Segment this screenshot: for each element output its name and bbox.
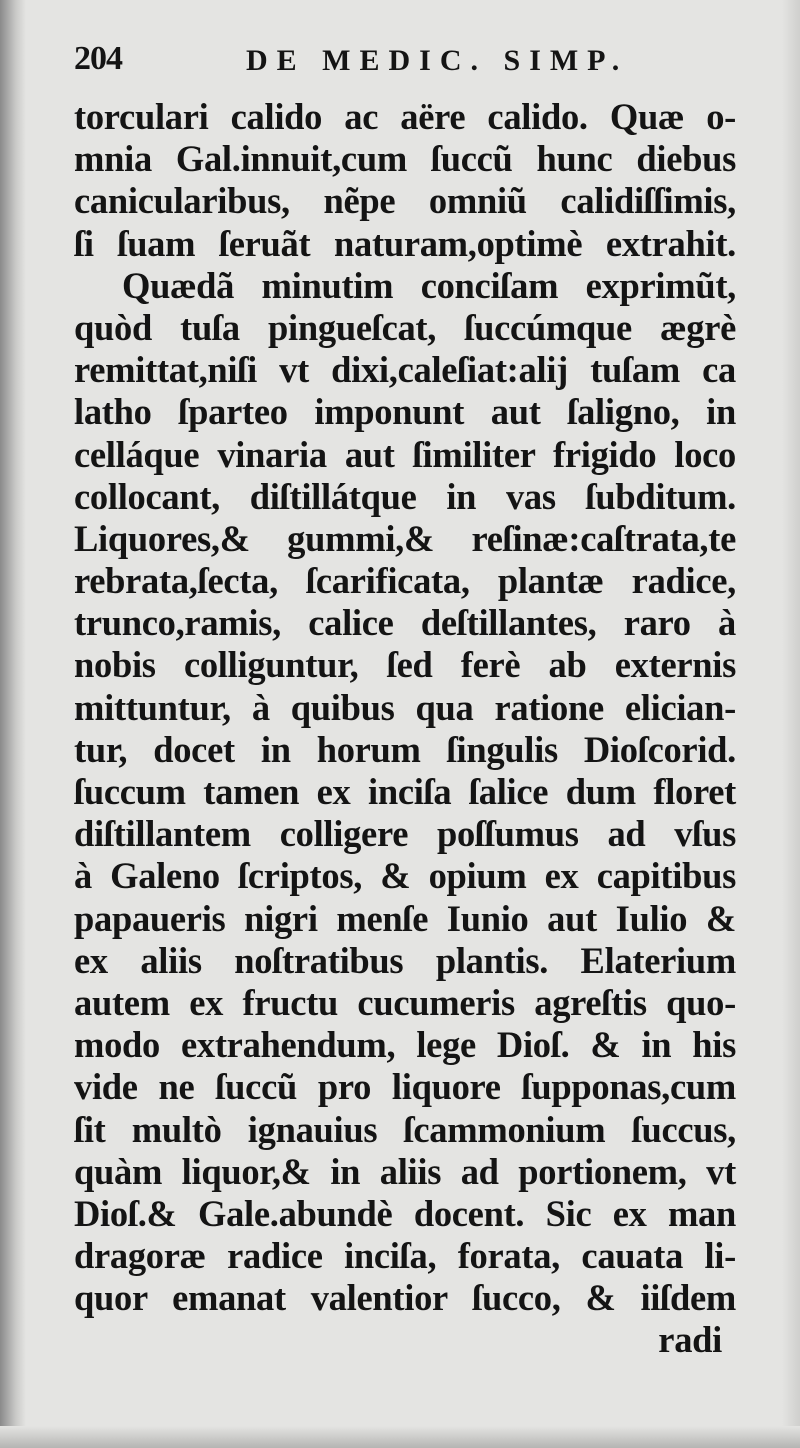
text-line: torculari calido ac aëre calido. Quæ o- (74, 96, 736, 137)
text-line: mnia Gal.innuit,cum ſuccũ hunc diebus (74, 138, 736, 180)
text-line: trunco,ramis, calice deſtillantes, raro à (74, 602, 736, 644)
text-line: vide ne ſuccũ pro liquore ſupponas,cum (74, 1066, 736, 1108)
text-line: collocant, diſtillátque in vas ſubditum. (74, 475, 736, 517)
text-line: mittuntur, à quibus qua ratione elician- (74, 686, 736, 728)
text-line: quor emanat valentior ſucco, & iiſdem (74, 1277, 736, 1319)
text-line: quòd tuſa pingueſcat, ſuccúmque ægrè (74, 306, 736, 348)
text-line: dragoræ radice inciſa, forata, cauata li- (74, 1235, 736, 1277)
text-line: nobis colliguntur, ſed ferè ab externis (74, 644, 736, 686)
text-line: Dioſ.& Gale.abundè docent. Sic ex man (74, 1192, 736, 1234)
text-line: ſi ſuam ſeruãt naturam,optimè extrahit. (74, 222, 736, 264)
page-bottom-edge (0, 1426, 800, 1448)
text-line: rebrata,ſecta, ſcarificata, plantæ radice, (74, 560, 736, 602)
text-line: ex aliis noſtratibus plantis. Elaterium (74, 939, 736, 981)
text-line: celláque vinaria aut ſimiliter frigido loco (74, 433, 736, 475)
text-line: diſtillantem colligere poſſumus ad vſus (74, 813, 736, 855)
running-head: DE MEDIC. SIMP. (246, 44, 629, 77)
gutter-shadow (0, 0, 26, 1448)
text-line: canicularibus, nẽpe omniũ calidiſſimis, (74, 180, 736, 222)
text-line: tur, docet in horum ſingulis Dioſcorid. (74, 728, 736, 770)
text-line: remittat,niſi vt dixi,caleſiat:alij tuſam ca (74, 349, 736, 391)
text-line: modo extrahendum, lege Dioſ. & in his (74, 1024, 736, 1066)
catchword: radi (658, 1319, 722, 1361)
text-line: ſuccum tamen ex inciſa ſalice dum floret (74, 771, 736, 812)
text-line: latho ſparteo imponunt aut ſaligno, in (74, 391, 736, 433)
text-line: papaueris nigri menſe Iunio aut Iulio & (74, 897, 736, 939)
body-text (74, 96, 736, 1362)
text-line: à Galeno ſcriptos, & opium ex capitibus (74, 855, 736, 897)
text-line: ſit multò ignauius ſcammonium ſuccus, (74, 1108, 736, 1150)
text-line: Liquores,& gummi,& reſinæ:caſtrata,te (74, 517, 736, 559)
page-number: 204 (74, 40, 122, 77)
text-line: autem ex fructu cucumeris agreſtis quo- (74, 981, 736, 1023)
text-line: Quædã minutim conciſam exprimũt, (122, 264, 736, 306)
text-line: quàm liquor,& in aliis ad portionem, vt (74, 1150, 736, 1192)
page-edge (782, 0, 800, 1448)
page-header (74, 40, 734, 86)
